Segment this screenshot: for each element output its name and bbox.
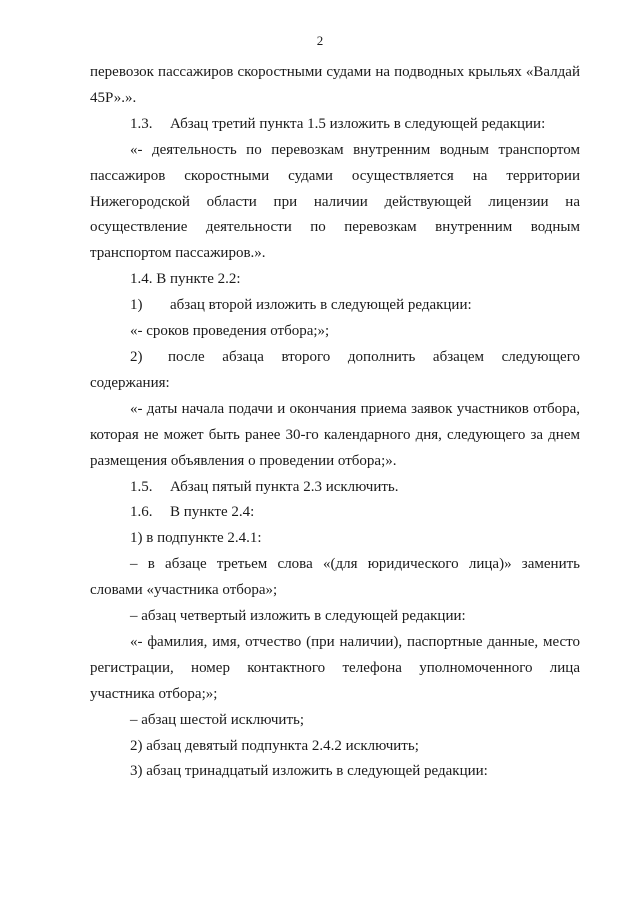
paragraph-sub-1: [90, 293, 580, 319]
paragraph-item-1-5: [90, 475, 580, 501]
item-text: абзац второй изложить в следующей редакции:: [170, 297, 472, 314]
item-number: 1): [130, 297, 143, 314]
item-number: 2): [130, 348, 143, 365]
paragraph-item-1-6: [90, 500, 580, 526]
document-body: [90, 60, 580, 785]
paragraph-item-1-3: [90, 112, 580, 138]
item-text: В пункте 2.4:: [170, 504, 255, 521]
paragraph-dash-replace: – в абзаце третьем слова «(для юридического лица)» заменить словами «участника отбора»;: [90, 556, 580, 599]
paragraph-subitem-3: 3) абзац тринадцатый изложить в следующей редакции:: [130, 763, 488, 780]
item-number: 1.3.: [130, 115, 153, 132]
paragraph-sub-2: [90, 345, 580, 397]
paragraph-item-1-4: 1.4. В пункте 2.2:: [130, 271, 241, 288]
paragraph-continuation: перевозок пассажиров скоростными судами на подводных крыльях «Валдай 45Р».».: [90, 64, 580, 106]
item-text: после абзаца второго дополнить абзацем следующего содержания:: [90, 348, 580, 391]
page-number: 2: [316, 33, 324, 48]
item-text: Абзац пятый пункта 2.3 исключить.: [170, 478, 399, 495]
paragraph-quote-dates: «- даты начала подачи и окончания приема заявок участников отбора, которая не может быть ранее 30-го календарного дня, следующего за днем размещения объявления о проведении отбора;».: [90, 400, 580, 469]
paragraph-dash-fourth: – абзац четвертый изложить в следующей редакции:: [130, 608, 466, 625]
paragraph-subitem-2-4-1: 1) в подпункте 2.4.1:: [130, 530, 262, 547]
paragraph-dash-sixth: – абзац шестой исключить;: [130, 711, 305, 728]
paragraph-quote-deadlines: «- сроков проведения отбора;»;: [130, 323, 330, 340]
paragraph-quote-activity: «- деятельность по перевозкам внутренним водным транспортом пассажиров скоростными судами осуществляется на территории Нижегородской области при наличии действующей лицензии на осуществление деятельности по перевозкам внутренним водным транспортом пассажиров.».: [90, 141, 580, 262]
item-text: Абзац третий пункта 1.5 изложить в следующей редакции:: [170, 115, 546, 132]
item-number: 1.6.: [130, 504, 153, 521]
paragraph-subitem-2-4-2: 2) абзац девятый подпункта 2.4.2 исключить;: [130, 737, 419, 754]
item-number: 1.5.: [130, 478, 153, 495]
paragraph-quote-fullname: «- фамилия, имя, отчество (при наличии), паспортные данные, место регистрации, номер контактного телефона уполномоченного лица участника отбора;»;: [90, 633, 580, 702]
